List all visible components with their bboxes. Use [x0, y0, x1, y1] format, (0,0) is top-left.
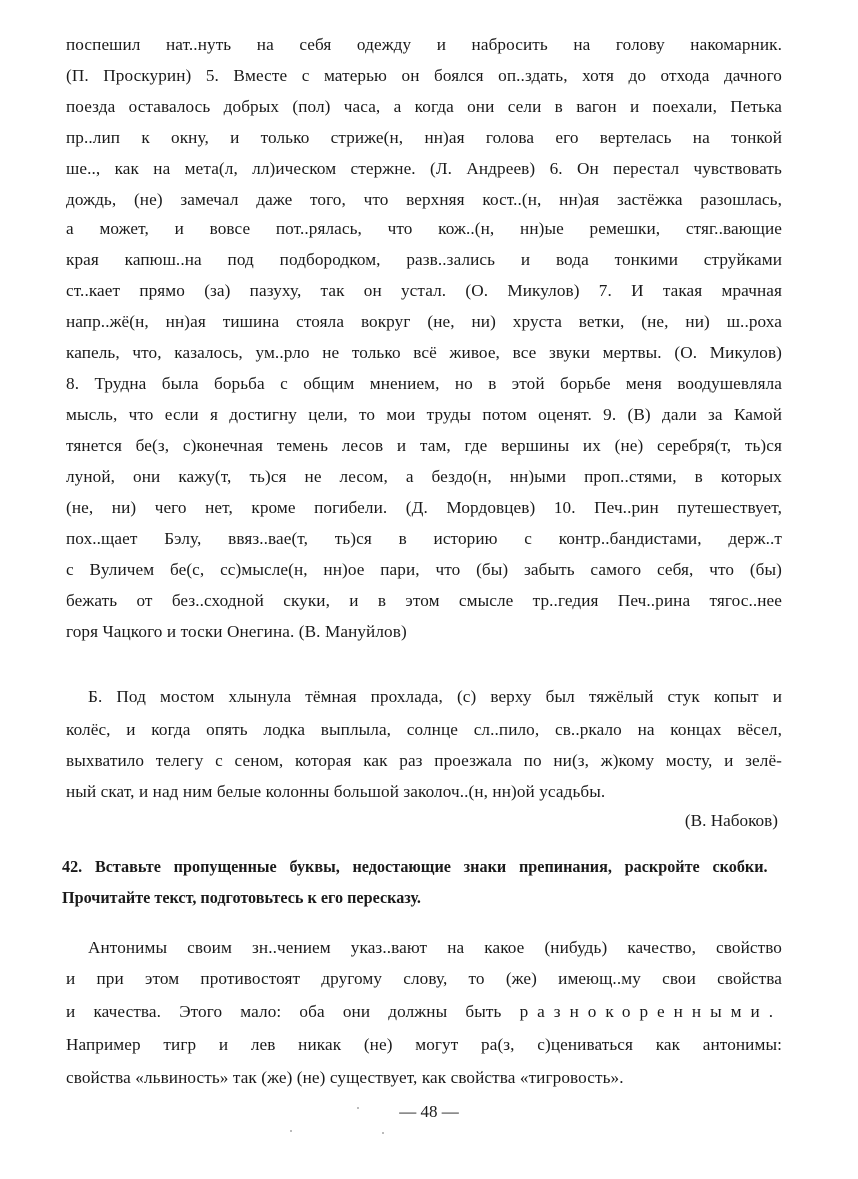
text-line: тянется бе(з, с)конечная темень лесов и там, где вершины их (не) серебря(т, ть)ся — [66, 436, 782, 455]
text-line: напр..жё(н, нн)ая тишина стояла вокруг (не, ни) хруста ветки, (не, ни) ш..роха — [66, 312, 782, 331]
text-line: выхватило телегу с сеном, которая как раз проезжала по ни(з, ж)кому мосту, и зелё- — [66, 751, 782, 770]
text-segment: и качества. Этого мало: оба они должны быть — [66, 1002, 520, 1021]
text-line: и при этом противостоят другому слову, то (же) имеющ..му свои свойства — [66, 969, 782, 988]
text-line: Антонимы своим зн..чением указ..вают на какое (нибудь) качество, свойство — [88, 938, 782, 957]
text-line: луной, они кажу(т, ть)ся не лесом, а бездо(н, нн)ыми проп..стями, в которых — [66, 467, 782, 486]
text-line: а может, и вовсе пот..рялась, что кож..(н, нн)ые ремешки, стяг..вающие — [66, 219, 782, 238]
text-line: края капюш..на под подбородком, разв..зались и вода тонкими струйками — [66, 250, 782, 269]
text-line: поезда оставалось добрых (пол) часа, а когда они сели в вагон и поехали, Петька — [66, 97, 782, 116]
text-line: дождь, (не) замечал даже того, что верхняя кост..(н, нн)ая застёжка разошлась, — [66, 190, 782, 209]
text-line: ше.., как на мета(л, лл)ическом стержне. (Л. Андреев) 6. Он перестал чувствовать — [66, 159, 782, 178]
heading-line: Прочитайте текст, подготовьтесь к его пересказу. — [62, 888, 421, 907]
text-line: Б. Под мостом хлынула тёмная прохлада, (с) верху был тяжёлый стук копыт и — [88, 687, 782, 706]
text-line: свойства «львиность» так (же) (не) существует, как свойства «тигровость». — [66, 1068, 624, 1087]
scan-artifact — [382, 1132, 384, 1134]
text-line: мысль, что если я достигну цели, то мои труды потом оценят. 9. (В) дали за Камой — [66, 405, 782, 424]
text-line: капель, что, казалось, ум..рло не только всё живое, все звуки мертвы. (О. Микулов) — [66, 343, 782, 362]
text-line: Например тигр и лев никак (не) могут ра(з, с)цениваться как антонимы: — [66, 1035, 782, 1054]
heading-line: 42. Вставьте пропущенные буквы, недостающие знаки препинания, раскройте скобки. — [62, 857, 768, 876]
text-line: (не, ни) чего нет, кроме погибели. (Д. Мордовцев) 10. Печ..рин путешествует, — [66, 498, 782, 517]
text-line: горя Чацкого и тоски Онегина. (В. Мануйлов) — [66, 622, 407, 641]
spaced-emphasis-word: разнокоренными. — [519, 1002, 782, 1021]
text-line: пох..щает Бэлу, ввяз..вае(т, ть)ся в историю с контр..бандистами, держ..т — [66, 529, 782, 548]
scan-artifact — [357, 1107, 359, 1109]
text-line: 8. Трудна была борьба с общим мнением, но в этой борьбе меня воодушевляла — [66, 374, 782, 393]
text-line — [66, 1002, 782, 1022]
text-line: бежать от без..сходной скуки, и в этом смысле тр..гедия Печ..рина тягос..нее — [66, 591, 782, 610]
scan-artifact — [290, 1130, 292, 1132]
text-line: пр..лип к окну, и только стриже(н, нн)ая голова его вертелась на тонкой — [66, 128, 782, 147]
text-line: (П. Проскурин) 5. Вместе с матерью он боялся оп..здать, хотя до отхода дачного — [66, 66, 782, 85]
text-line: колёс, и когда опять лодка выплыла, солнце сл..пило, св..ркало на концах вёсел, — [66, 720, 782, 739]
text-line: с Вуличем бе(с, сс)мысле(н, нн)ое пари, что (бы) забыть самого себя, что (бы) — [66, 560, 782, 579]
author-attribution: (В. Набоков) — [684, 811, 778, 830]
text-line: ст..кает прямо (за) пазуху, так он устал. (О. Микулов) 7. И такая мрачная — [66, 281, 782, 300]
text-line: ный скат, и над ним белые колонны большой заколоч..(н, нн)ой усадьбы. — [66, 782, 606, 801]
page-number: — 48 — — [399, 1102, 459, 1121]
text-line: поспешил нат..нуть на себя одежду и набросить на голову накомарник. — [66, 35, 782, 54]
